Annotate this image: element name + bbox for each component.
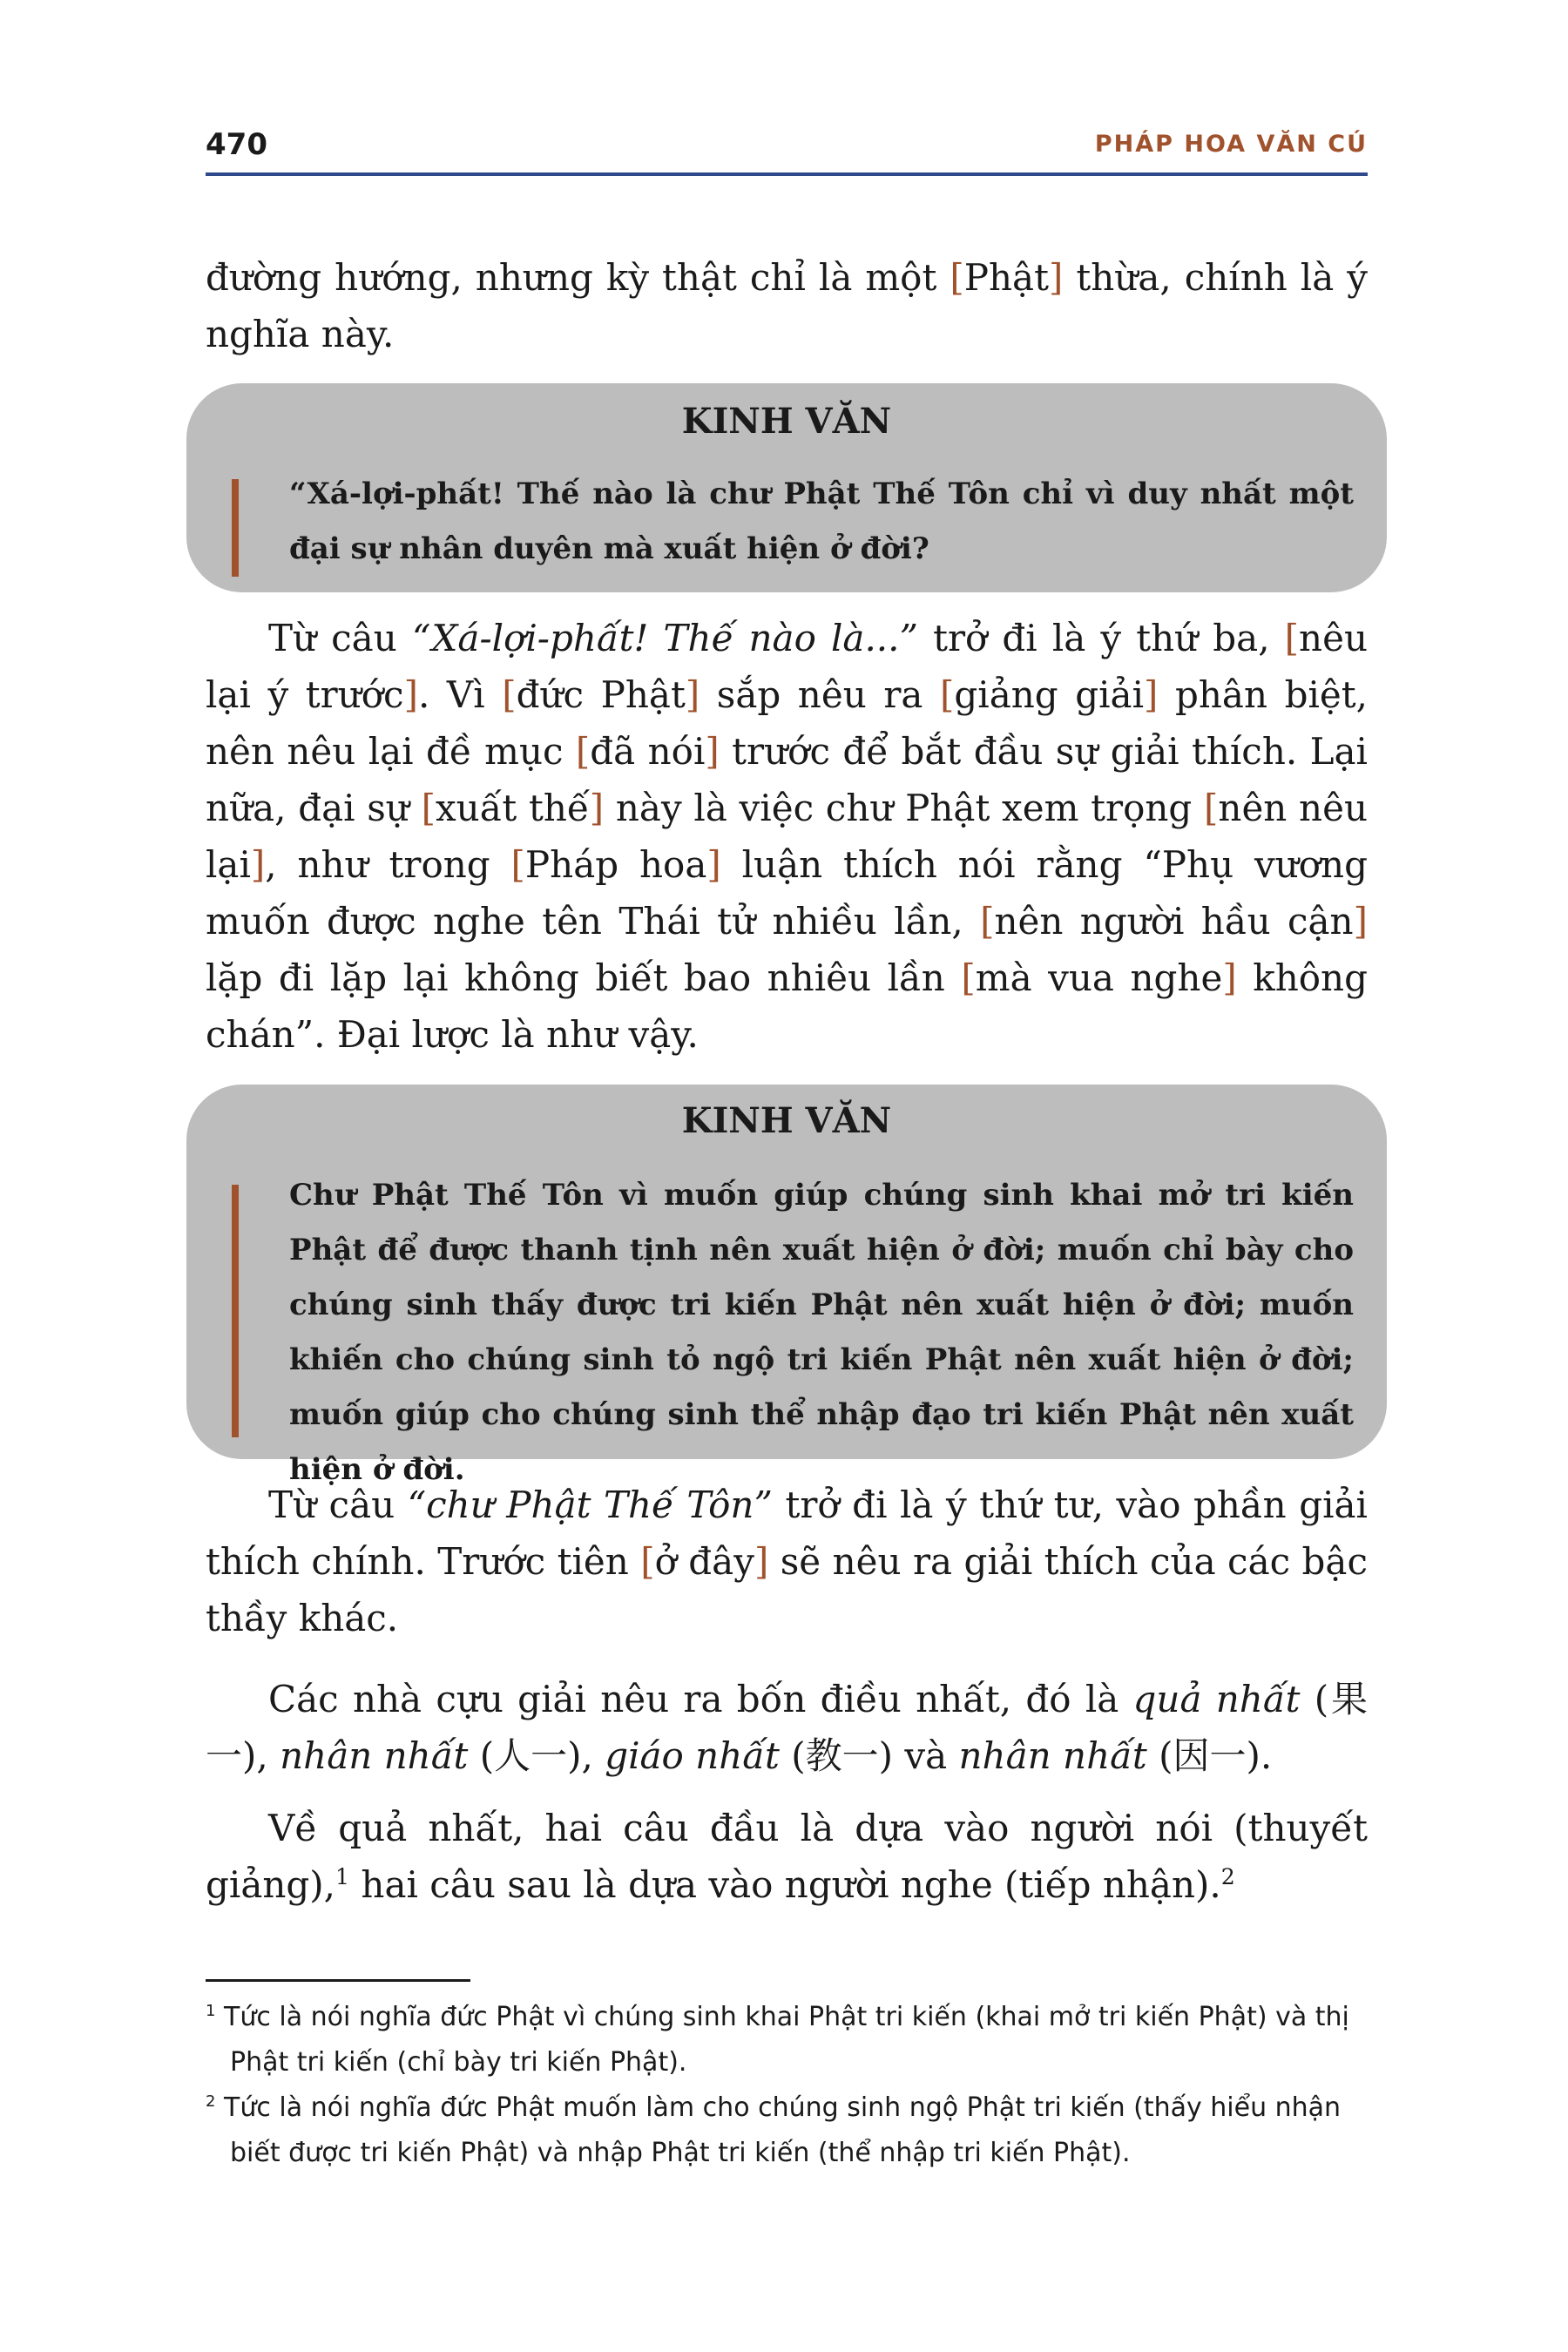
footnote-2: $^2$ Tức là nói nghĩa đức Phật muốn làm cho chúng sinh ngộ Phật tri kiến (thấy hiểu nhận biết được tri kiến Phật) và nhập Phật tri kiến (thể nhập tri kiến Phật). [206,2092,1342,2168]
paragraph-1: đường hướng, nhưng kỳ thật chỉ là một [Phật] thừa, chính là ý nghĩa này. [206,256,1368,355]
paragraph-4: Các nhà cựu giải nêu ra bốn điều nhất, đó là quả nhất (果一), nhân nhất (人一), giáo nhất (教一) và nhân nhất (因一). [206,1678,1368,1777]
footnote-ref-2[interactable]: 2 [1220,1864,1235,1889]
quote-bar [232,479,239,577]
sutra-quote: “Xá-lợi-phất! Thế nào là chư Phật Thế Tôn chỉ vì duy nhất một đại sự nhân duyên mà xuất hiện ở đời? [289,476,1354,566]
footnote-ref-1[interactable]: 1 [335,1864,350,1889]
sutra-quote: Chư Phật Thế Tôn vì muốn giúp chúng sinh khai mở tri kiến Phật để được thanh tịnh nên xuất hiện ở đời; muốn chỉ bày cho chúng sinh thấy được tri kiến Phật nên xuất hiện ở đời; muốn khiến cho chúng sinh tỏ ngộ tri kiến Phật nên xuất hiện ở đời; muốn giúp cho chúng sinh thể nhập đạo tri kiến Phật nên xuất hiện ở đời. [289,1178,1354,1487]
running-title: PHÁP HOA VĂN CÚ [1094,131,1368,158]
sutra-box-title: KINH VĂN [681,1100,892,1141]
paragraph-5: Về quả nhất, hai câu đầu là dựa vào người nói (thuyết giảng),$^1$ hai câu sau là dựa vào người nghe (tiếp nhận).$^2$ [206,1807,1368,1906]
sutra-box-title: KINH VĂN [681,401,892,442]
quote-bar [232,1185,239,1437]
sutra-box-1 [186,383,1387,592]
sutra-box-2 [186,1085,1387,1487]
paragraph-3: Từ câu “chư Phật Thế Tôn” trở đi là ý thứ tư, vào phần giải thích chính. Trước tiên [ở đây] sẽ nêu ra giải thích của các bậc thầy khác. [206,1484,1368,1639]
page-number: 470 [206,127,267,162]
page-header [206,122,1368,176]
paragraph-2: Từ câu “Xá-lợi-phất! Thế nào là...” trở đi là ý thứ ba, [nêu lại ý trước]. Vì [đức Phật] sắp nêu ra [giảng giải] phân biệt, nên nêu lại đề mục [đã nói] trước để bắt đầu sự giải thích. Lại nữa, đại sự [xuất thế] này là việc chư Phật xem trọng [nên nêu lại], như trong [Pháp hoa] luận thích nói rằng “Phụ vương muốn được nghe tên Thái tử nhiều lần, [nên người hầu cận] lặp đi lặp lại không biết bao nhiêu lần [mà vua nghe] không chán”. Đại lược là như vậy. [206,617,1369,1056]
footnote-1: $^1$ Tức là nói nghĩa đức Phật vì chúng sinh khai Phật tri kiến (khai mở tri kiến Phật) và thị Phật tri kiến (chỉ bày tri kiến Phật). [206,2002,1349,2078]
footnote-divider [206,1979,470,1982]
